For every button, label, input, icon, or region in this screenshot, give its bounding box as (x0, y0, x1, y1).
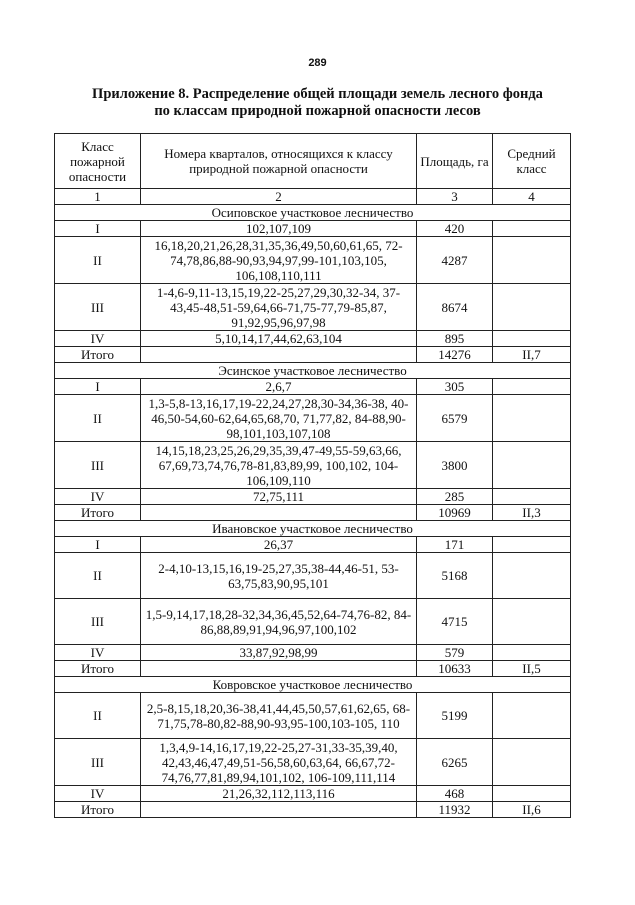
total-area: 10969 (417, 505, 493, 521)
quarters-cell: 33,87,92,98,99 (141, 645, 417, 661)
area-cell: 5168 (417, 553, 493, 599)
column-number: 4 (493, 189, 571, 205)
class-cell: II (55, 237, 141, 284)
avg-class-value: II,5 (493, 661, 571, 677)
total-row (55, 347, 571, 363)
class-cell: IV (55, 331, 141, 347)
forestry-name: Эсинское участковое лесничество (55, 363, 571, 379)
header-area: Площадь, га (417, 134, 493, 189)
class-cell: IV (55, 786, 141, 802)
column-number: 3 (417, 189, 493, 205)
area-cell: 4287 (417, 237, 493, 284)
quarters-cell: 16,18,20,21,26,28,31,35,36,49,50,60,61,65, 72-74,78,86,88-90,93,94,97,99-101,103,105, 106,108,110,111 (141, 237, 417, 284)
class-cell: III (55, 739, 141, 786)
table-row (55, 221, 571, 237)
avg-class-cell (493, 553, 571, 599)
avg-class-cell (493, 599, 571, 645)
avg-class-cell (493, 221, 571, 237)
forestry-name: Ковровское участковое лесничество (55, 677, 571, 693)
forestry-header-row (55, 521, 571, 537)
total-empty-cell (141, 505, 417, 521)
table-row (55, 553, 571, 599)
area-cell: 420 (417, 221, 493, 237)
forestry-header-row (55, 205, 571, 221)
avg-class-cell (493, 237, 571, 284)
column-number: 1 (55, 189, 141, 205)
header-avg-class: Средний класс (493, 134, 571, 189)
table-row (55, 489, 571, 505)
title-line-1: Приложение 8. Распределение общей площади земель лесного фонда (92, 86, 543, 102)
total-row (55, 505, 571, 521)
fire-hazard-table (54, 133, 571, 818)
area-cell: 5199 (417, 693, 493, 739)
quarters-cell: 1-4,6-9,11-13,15,19,22-25,27,29,30,32-34, 37-43,45-48,51-59,64,66-71,75-77,79-85,87, 91,92,95,96,97,98 (141, 284, 417, 331)
avg-class-cell (493, 786, 571, 802)
area-cell: 468 (417, 786, 493, 802)
table-row (55, 331, 571, 347)
area-cell: 6265 (417, 739, 493, 786)
total-label: Итого (55, 347, 141, 363)
quarters-cell: 2,5-8,15,18,20,36-38,41,44,45,50,57,61,62,65, 68-71,75,78-80,82-88,90-93,95-100,103-105, 110 (141, 693, 417, 739)
avg-class-cell (493, 442, 571, 489)
area-cell: 3800 (417, 442, 493, 489)
area-cell: 4715 (417, 599, 493, 645)
avg-class-cell (493, 395, 571, 442)
avg-class-cell (493, 284, 571, 331)
total-empty-cell (141, 802, 417, 818)
table-row (55, 237, 571, 284)
column-number: 2 (141, 189, 417, 205)
total-row (55, 661, 571, 677)
total-empty-cell (141, 347, 417, 363)
table-row (55, 379, 571, 395)
column-number-row (55, 189, 571, 205)
area-cell: 171 (417, 537, 493, 553)
class-cell: IV (55, 645, 141, 661)
avg-class-cell (493, 379, 571, 395)
class-cell: III (55, 442, 141, 489)
total-label: Итого (55, 802, 141, 818)
avg-class-cell (493, 739, 571, 786)
quarters-cell: 14,15,18,23,25,26,29,35,39,47-49,55-59,63,66, 67,69,73,74,76,78-81,83,89,99, 100,102, 104-106,109,110 (141, 442, 417, 489)
table-row (55, 395, 571, 442)
quarters-cell: 1,5-9,14,17,18,28-32,34,36,45,52,64-74,76-82, 84-86,88,89,91,94,96,97,100,102 (141, 599, 417, 645)
avg-class-cell (493, 645, 571, 661)
total-area: 10633 (417, 661, 493, 677)
forestry-name: Ивановское участковое лесничество (55, 521, 571, 537)
quarters-cell: 102,107,109 (141, 221, 417, 237)
quarters-cell: 5,10,14,17,44,62,63,104 (141, 331, 417, 347)
table-row (55, 284, 571, 331)
total-area: 11932 (417, 802, 493, 818)
total-area: 14276 (417, 347, 493, 363)
avg-class-cell (493, 537, 571, 553)
area-cell: 6579 (417, 395, 493, 442)
avg-class-cell (493, 693, 571, 739)
total-empty-cell (141, 661, 417, 677)
table-row (55, 645, 571, 661)
avg-class-value: II,3 (493, 505, 571, 521)
total-row (55, 802, 571, 818)
quarters-cell: 2-4,10-13,15,16,19-25,27,35,38-44,46-51, 53-63,75,83,90,95,101 (141, 553, 417, 599)
table-row (55, 442, 571, 489)
class-cell: III (55, 284, 141, 331)
avg-class-cell (493, 489, 571, 505)
area-cell: 305 (417, 379, 493, 395)
class-cell: II (55, 693, 141, 739)
class-cell: I (55, 221, 141, 237)
quarters-cell: 1,3,4,9-14,16,17,19,22-25,27-31,33-35,39,40, 42,43,46,47,49,51-56,58,60,63,64, 66,67,72-74,76,77,81,89,94,101,102, 106-109,111,114 (141, 739, 417, 786)
total-label: Итого (55, 505, 141, 521)
page-number: 289 (308, 57, 327, 69)
area-cell: 8674 (417, 284, 493, 331)
table-row (55, 537, 571, 553)
class-cell: III (55, 599, 141, 645)
table-row (55, 739, 571, 786)
area-cell: 895 (417, 331, 493, 347)
page-title (60, 86, 575, 120)
quarters-cell: 2,6,7 (141, 379, 417, 395)
header-row (55, 134, 571, 189)
class-cell: I (55, 537, 141, 553)
total-label: Итого (55, 661, 141, 677)
header-quarters: Номера кварталов, относящихся к классу природной пожарной опасности (141, 134, 417, 189)
header-class: Класс пожарной опасности (55, 134, 141, 189)
forestry-name: Осиповское участковое лесничество (55, 205, 571, 221)
class-cell: II (55, 553, 141, 599)
avg-class-value: II,7 (493, 347, 571, 363)
class-cell: II (55, 395, 141, 442)
table-row (55, 693, 571, 739)
forestry-header-row (55, 677, 571, 693)
quarters-cell: 1,3-5,8-13,16,17,19-22,24,27,28,30-34,36-38, 40-46,50-54,60-62,64,65,68,70, 71,77,82, 84-88,90-98,101,103,107,108 (141, 395, 417, 442)
class-cell: IV (55, 489, 141, 505)
quarters-cell: 21,26,32,112,113,116 (141, 786, 417, 802)
avg-class-value: II,6 (493, 802, 571, 818)
forestry-header-row (55, 363, 571, 379)
area-cell: 579 (417, 645, 493, 661)
table-row (55, 599, 571, 645)
area-cell: 285 (417, 489, 493, 505)
table-row (55, 786, 571, 802)
quarters-cell: 26,37 (141, 537, 417, 553)
avg-class-cell (493, 331, 571, 347)
title-line-2: по классам природной пожарной опасности лесов (154, 103, 481, 119)
class-cell: I (55, 379, 141, 395)
quarters-cell: 72,75,111 (141, 489, 417, 505)
